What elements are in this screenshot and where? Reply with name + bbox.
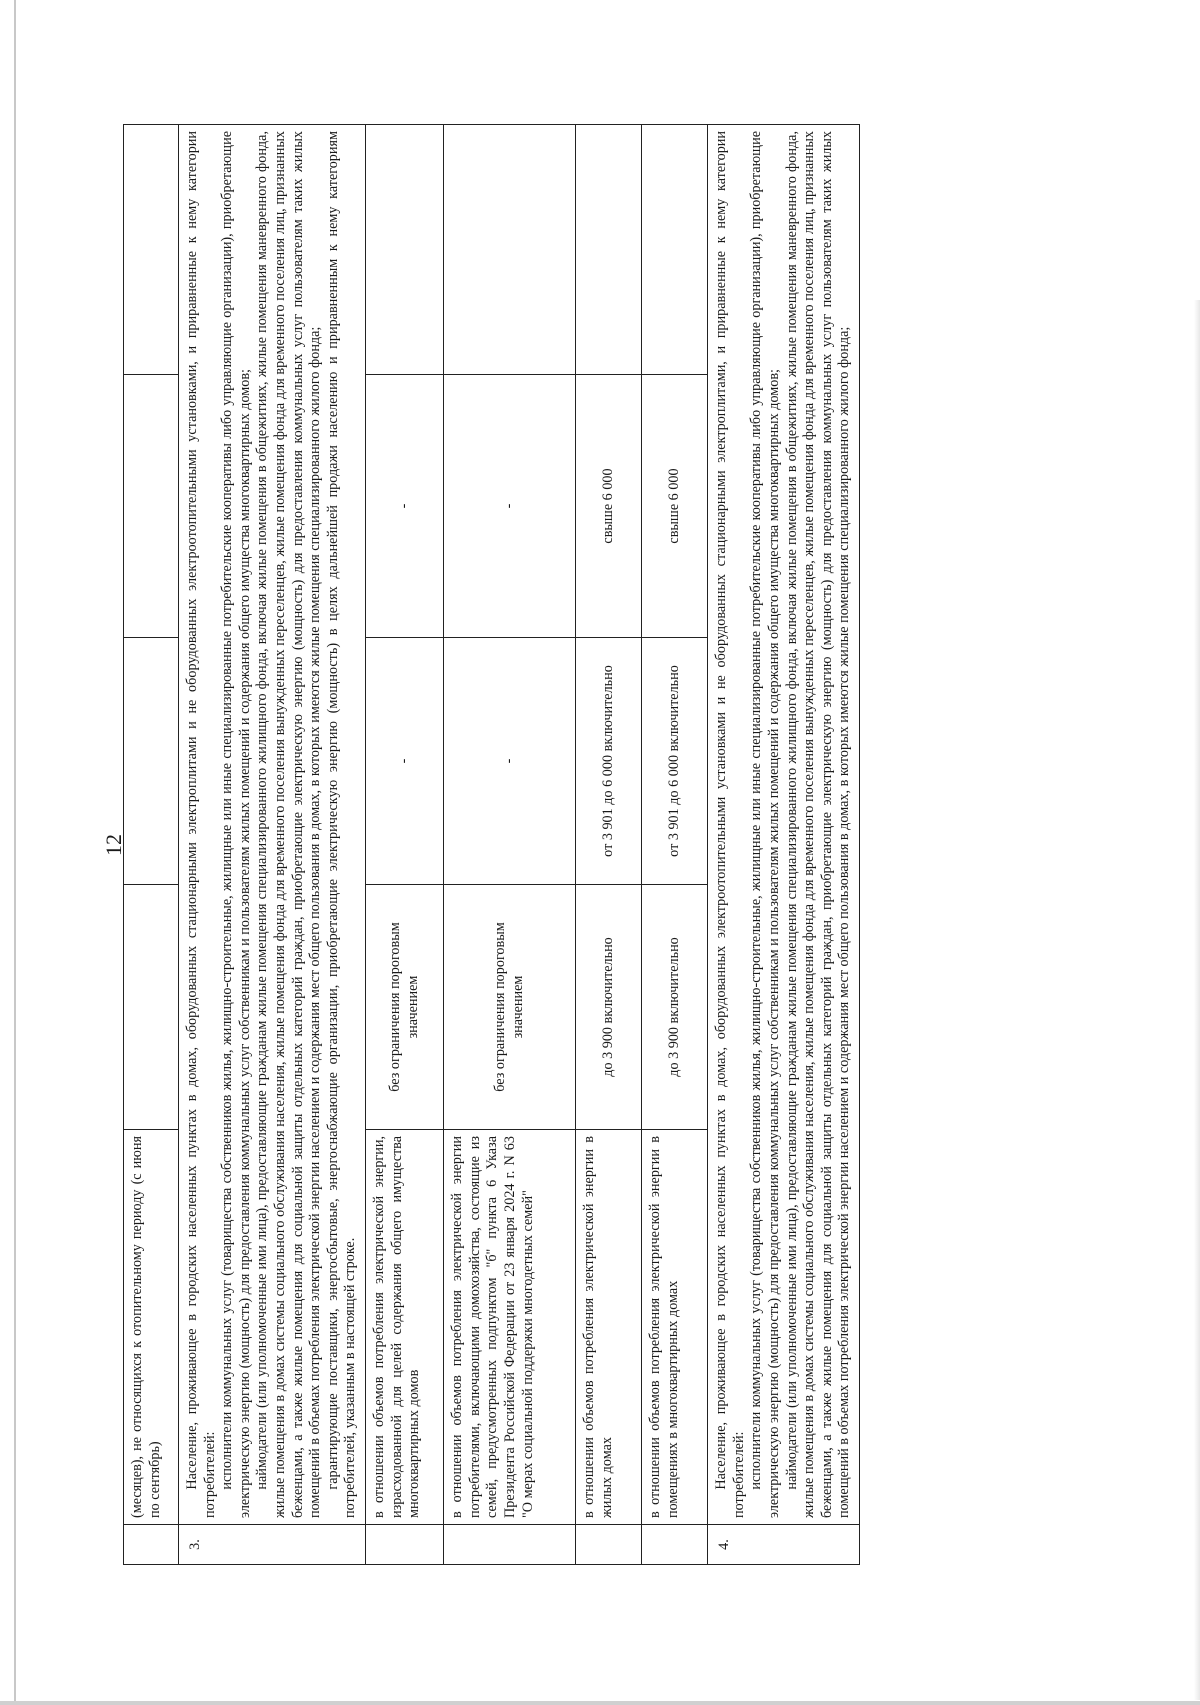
cell-empty <box>124 638 179 885</box>
rotated-page-content <box>95 125 1105 1565</box>
paragraph: наймодатели (или уполномоченные ими лица), предоставляющие гражданам жилые помещения специализированного жилищного фонда, включая жилые помещения в общежитиях, жилые помещения маневренного фонда, жилые помещения в домах системы социального обслуживания населения, жилые помещения фонда для временного поселения вынужденных переселенцев, жилые помещения фонда для временного поселения лиц, признанных беженцами, а также жилые помещения для социальной защиты отдельных категорий граждан, приобретающие электрическую энергию (мощность) для предоставления коммунальных услуг пользователям таких жилых помещений в объемах потребления электрической энергии населением и содержания мест общего пользования в домах, в которых имеются жилые помещения специализированного жилого фонда; <box>254 131 324 1518</box>
range-cell-3: - <box>444 375 576 638</box>
section-number: 4. <box>708 1525 860 1565</box>
table-row-header-continuation <box>124 125 179 1565</box>
header-period-cell <box>124 1130 179 1525</box>
paragraph: исполнители коммунальных услуг (товарищества собственников жилья, жилищно-строительные, жилищные или иные специализированные потребительские кооперативы либо управляющие организации), приобретающие электрическую энергию (мощность) для предоставления коммунальных услуг собственникам и пользователям жилых помещений и содержания общего имущества многоквартирных домов; <box>748 131 782 1518</box>
table-row <box>444 125 576 1565</box>
table-row <box>576 125 642 1565</box>
row-description: в отношении объемов потребления электрической энергии в жилых домах <box>576 1130 642 1525</box>
paragraph: гарантирующие поставщики, энергосбытовые, энергоснабжающие организации, приобретающие электрическую энергию (мощность) в целях дальнейшей продажи населению и приравненным к нему категориям потребителей, указанным в настоящей строке. <box>324 131 359 1518</box>
range-cell-2: от 3 901 до 6 000 включительно <box>642 638 708 885</box>
range-cell-2: - <box>366 638 444 885</box>
paragraph: наймодатели (или уполномоченные ими лица), предоставляющие гражданам жилые помещения специализированного жилищного фонда, включая жилые помещения в общежитиях, жилые помещения маневренного фонда, жилые помещения в домах системы социального обслуживания населения, жилые помещения фонда для временного поселения вынужденных переселенцев, жилые помещения фонда для временного поселения лиц, признанных беженцами, а также жилые помещения для социальной защиты отдельных категорий граждан, приобретающие электрическую энергию (мощность) для предоставления коммунальных услуг пользователям таких жилых помещений в объемах потребления электрической энергии населением и содержания мест общего пользования в домах, в которых имеются жилые помещения специализированного жилого фонда; <box>783 131 853 1518</box>
row-description: в отношении объемов потребления электрической энергии в помещениях в многоквартирных домах <box>642 1130 708 1525</box>
cell-empty <box>366 1525 444 1565</box>
range-cell-1: до 3 900 включительно <box>576 885 642 1130</box>
cell-empty <box>124 885 179 1130</box>
cell-empty <box>642 1525 708 1565</box>
paragraph: Население, проживающее в городских населенных пунктах в домах, оборудованных электроотопительными установками и не оборудованных стационарными электроплитами, и приравненные к нему категории потребителей: <box>713 131 747 1518</box>
row-description: в отношении объемов потребления электрической энергии, израсходованной для целей содержания общего имущества многоквартирных домов <box>366 1130 444 1525</box>
cell-empty <box>576 125 642 375</box>
cell-empty <box>124 125 179 375</box>
range-cell-2: - <box>444 638 576 885</box>
range-cell-2: от 3 901 до 6 000 включительно <box>576 638 642 885</box>
section-4-description <box>708 125 860 1525</box>
table-row <box>642 125 708 1565</box>
section-3-description <box>179 125 366 1525</box>
range-cell-3: свыше 6 000 <box>576 375 642 638</box>
range-cell-3: - <box>366 375 444 638</box>
page-number: 12 <box>101 834 126 856</box>
range-cell-1: без ограничения пороговым значением <box>366 885 444 1130</box>
cell-empty <box>444 125 576 375</box>
paragraph: Население, проживающее в городских населенных пунктах в домах, оборудованных стационарными электроплитами и не оборудованных электроотопительными установками, и приравненные к нему категории потребителей: <box>184 131 218 1518</box>
range-cell-3: свыше 6 000 <box>642 375 708 638</box>
section-number: 3. <box>179 1525 366 1565</box>
cell-empty <box>124 1525 179 1565</box>
table-row <box>366 125 444 1565</box>
tariff-table <box>123 124 860 1565</box>
table-row-section-4 <box>708 125 860 1565</box>
header-period-text: (месяцев), не относящихся к отопительному периоду (с июня по сентябрь) <box>129 1136 163 1518</box>
cell-empty <box>576 1525 642 1565</box>
scan-edge-right <box>1194 300 1200 1700</box>
paragraph: исполнители коммунальных услуг (товарищества собственников жилья, жилищно-строительные, жилищные или иные специализированные потребительские кооперативы либо управляющие организации), приобретающие электрическую энергию (мощность) для предоставления коммунальных услуг собственникам и пользователям жилых помещений и содержания общего имущества многоквартирных домов; <box>219 131 253 1518</box>
table-row-section-3 <box>179 125 366 1565</box>
row-description: в отношении объемов потребления электрической энергии потребителями, включающими домохозяйства, состоящие из семей, предусмотренных подпунктом "б" пункта 6 Указа Президента Российской Федерации от 23 января 2024 г. N 63 "О мерах социальной поддержки многодетных семей" <box>444 1130 576 1525</box>
scan-edge-left <box>14 0 16 1705</box>
range-cell-1: до 3 900 включительно <box>642 885 708 1130</box>
scan-edge-bottom <box>0 1701 1200 1705</box>
cell-empty <box>124 375 179 638</box>
cell-empty <box>444 1525 576 1565</box>
cell-empty <box>366 125 444 375</box>
cell-empty <box>642 125 708 375</box>
range-cell-1: без ограничения пороговым значением <box>444 885 576 1130</box>
